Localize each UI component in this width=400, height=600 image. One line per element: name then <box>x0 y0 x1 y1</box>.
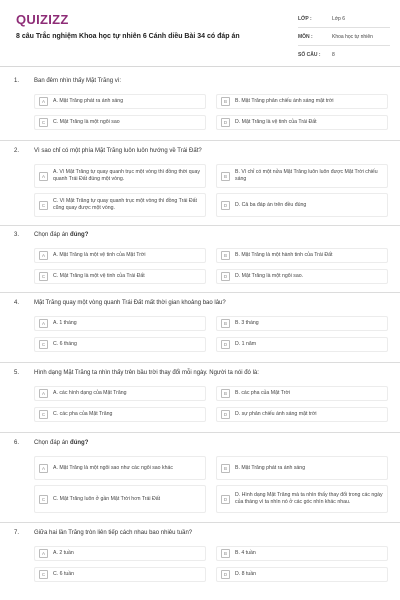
option-text: C. 6 tuần <box>53 571 75 577</box>
worksheet-header <box>0 0 400 67</box>
option-letter: D <box>221 340 230 349</box>
quizizz-logo <box>16 12 69 27</box>
option-text: C. Mặt Trăng luôn ở gần Mặt Trời hơn Trái Đất <box>53 495 161 502</box>
option-a[interactable] <box>34 456 206 480</box>
option-d[interactable] <box>216 115 388 130</box>
option-letter: B <box>221 172 230 181</box>
option-letter: D <box>221 410 230 419</box>
option-letter: B <box>221 251 230 260</box>
divider <box>0 140 400 141</box>
option-text: C. Mặt Trăng là một vệ tinh của Trái Đất <box>53 273 145 279</box>
option-letter: A <box>39 389 48 398</box>
question-4 <box>0 298 400 347</box>
meta-table <box>298 10 390 63</box>
question-3 <box>0 230 400 279</box>
option-text: B. Mặt Trăng phản chiếu ánh sáng mặt trời <box>235 98 334 104</box>
option-b[interactable] <box>216 164 388 188</box>
option-letter: A <box>39 97 48 106</box>
option-letter: D <box>221 495 230 504</box>
question-text-bold: đúng? <box>70 440 89 446</box>
option-letter: A <box>39 172 48 181</box>
logo-text: QUIZIZZ <box>16 12 69 27</box>
divider <box>0 225 400 226</box>
question-text <box>34 232 374 238</box>
meta-value: Khoa học tự nhiên <box>332 33 373 40</box>
question-number: 3. <box>14 232 20 238</box>
option-text: C. 6 tháng <box>53 341 77 347</box>
option-b[interactable] <box>216 456 388 480</box>
option-letter: C <box>39 118 48 127</box>
option-text: A. 2 tuần <box>53 550 74 556</box>
option-letter: A <box>39 319 48 328</box>
option-text: B. Vì chỉ có một nửa Mặt Trăng luôn luôn được Mặt Trời chiếu sáng <box>235 169 378 182</box>
option-text: C. Vì Mặt Trăng tự quay quanh trục một vòng thì đồng Trái Đất cũng quay được một vòng. <box>53 198 197 211</box>
option-text: D. sự phản chiếu ánh sáng mặt trời <box>235 411 317 417</box>
option-a[interactable] <box>34 248 206 263</box>
option-letter: C <box>39 410 48 419</box>
question-text: Giữa hai lần Trăng tròn liên tiếp cách nhau bao nhiêu tuần? <box>34 530 193 536</box>
option-c[interactable] <box>34 193 206 217</box>
option-letter: D <box>221 201 230 210</box>
divider <box>0 432 400 433</box>
option-text: A. các hình dạng của Mặt Trăng <box>53 390 127 396</box>
option-a[interactable] <box>34 94 206 109</box>
meta-row-subject <box>298 28 390 46</box>
meta-row-class <box>298 10 390 28</box>
meta-value: Lớp 6 <box>332 15 346 22</box>
option-letter: D <box>221 570 230 579</box>
divider <box>0 522 400 523</box>
question-head <box>0 298 400 310</box>
option-text: B. 3 tháng <box>235 320 259 326</box>
option-d[interactable] <box>216 337 388 352</box>
question-text-main: Chọn đáp án <box>34 232 71 238</box>
option-text: D. Hình dạng Mặt Trăng mà ta nhìn thấy thay đổi trong các ngày của tháng vì ta nhìn nó ở các góc nhìn khác nhau. <box>235 492 383 505</box>
option-b[interactable] <box>216 386 388 401</box>
option-d[interactable] <box>216 193 388 217</box>
option-b[interactable] <box>216 546 388 561</box>
option-b[interactable] <box>216 248 388 263</box>
question-head <box>0 528 400 540</box>
option-text: B. Mặt Trăng là một hành tinh của Trái Đất <box>235 252 333 258</box>
option-text: A. Mặt Trăng là một ngôi sao như các ngôi sao khác <box>53 464 173 471</box>
option-text: A. 1 tháng <box>53 320 77 326</box>
option-letter: C <box>39 570 48 579</box>
option-text: A. Mặt Trăng phát ra ánh sáng <box>53 98 124 104</box>
question-number: 2. <box>14 148 20 154</box>
option-letter: D <box>221 118 230 127</box>
question-5 <box>0 368 400 417</box>
option-letter: B <box>221 464 230 473</box>
worksheet-title: 8 câu Trắc nghiệm Khoa học tự nhiên 6 Cánh diều Bài 34 có đáp án <box>16 33 240 40</box>
option-letter: A <box>39 251 48 260</box>
question-head <box>0 146 400 158</box>
question-number: 7. <box>14 530 20 536</box>
question-6 <box>0 438 400 505</box>
option-text: A. Mặt Trăng là một vệ tinh của Mặt Trời <box>53 252 146 258</box>
option-b[interactable] <box>216 316 388 331</box>
question-2 <box>0 146 400 211</box>
option-c[interactable] <box>34 567 206 582</box>
option-text: A. Vì Mặt Trăng tự quay quanh trục một vòng thì đồng thời quay quanh Trái Đất đúng một vòng. <box>53 169 201 182</box>
question-head <box>0 438 400 450</box>
option-letter: A <box>39 549 48 558</box>
question-text-main: Chọn đáp án <box>34 440 71 446</box>
option-letter: B <box>221 389 230 398</box>
question-head <box>0 76 400 88</box>
option-letter: C <box>39 340 48 349</box>
question-number: 1. <box>14 78 20 84</box>
option-letter: C <box>39 201 48 210</box>
option-c[interactable] <box>34 269 206 284</box>
question-text: Ban đêm nhìn thấy Mặt Trăng vì: <box>34 78 122 84</box>
option-c[interactable] <box>34 407 206 422</box>
question-text <box>34 440 374 446</box>
option-letter: A <box>39 464 48 473</box>
question-7 <box>0 528 400 577</box>
option-text: D. Cả ba đáp án trên đều đúng <box>235 201 307 208</box>
question-head <box>0 368 400 380</box>
option-text: C. Mặt Trăng là một ngôi sao <box>53 119 120 125</box>
question-number: 5. <box>14 370 20 376</box>
divider <box>0 292 400 293</box>
option-letter: D <box>221 272 230 281</box>
option-text: C. các pha của Mặt Trăng <box>53 411 113 417</box>
question-text: Mặt Trăng quay một vòng quanh Trái Đất mất thời gian khoảng bao lâu? <box>34 300 226 306</box>
option-text: D. Mặt Trăng là một ngôi sao. <box>235 273 304 279</box>
option-a[interactable] <box>34 386 206 401</box>
option-letter: C <box>39 272 48 281</box>
option-d[interactable] <box>216 567 388 582</box>
meta-row-count <box>298 46 390 63</box>
option-letter: C <box>39 495 48 504</box>
option-a[interactable] <box>34 546 206 561</box>
option-a[interactable] <box>34 316 206 331</box>
option-letter: B <box>221 549 230 558</box>
question-head <box>0 230 400 242</box>
question-text: Vì sao chỉ có một phía Mặt Trăng luôn luôn hướng về Trái Đất? <box>34 148 202 154</box>
question-text: Hình dạng Mặt Trăng ta nhìn thấy trên bầu trời thay đổi mỗi ngày. Người ta nói đó là: <box>34 370 259 376</box>
option-c[interactable] <box>34 337 206 352</box>
option-c[interactable] <box>34 115 206 130</box>
divider <box>0 362 400 363</box>
question-text-bold: đúng? <box>70 232 89 238</box>
option-d[interactable] <box>216 269 388 284</box>
option-d[interactable] <box>216 485 388 513</box>
option-text: D. 1 năm <box>235 341 257 347</box>
question-number: 4. <box>14 300 20 306</box>
option-b[interactable] <box>216 94 388 109</box>
option-text: B. 4 tuần <box>235 550 256 556</box>
option-letter: B <box>221 319 230 328</box>
option-text: D. Mặt Trăng là vệ tinh của Trái Đất <box>235 119 317 125</box>
option-c[interactable] <box>34 485 206 513</box>
question-1 <box>0 76 400 125</box>
option-text: B. Mặt Trăng phát ra ánh sáng <box>235 464 306 471</box>
meta-label: MÔN : <box>298 33 313 40</box>
option-text: B. các pha của Mặt Trời <box>235 390 291 396</box>
question-number: 6. <box>14 440 20 446</box>
meta-value: 8 <box>332 51 335 58</box>
option-d[interactable] <box>216 407 388 422</box>
option-text: D. 8 tuần <box>235 571 257 577</box>
meta-label: SỐ CÂU : <box>298 51 321 58</box>
option-a[interactable] <box>34 164 206 188</box>
meta-label: LỚP : <box>298 15 312 22</box>
option-letter: B <box>221 97 230 106</box>
